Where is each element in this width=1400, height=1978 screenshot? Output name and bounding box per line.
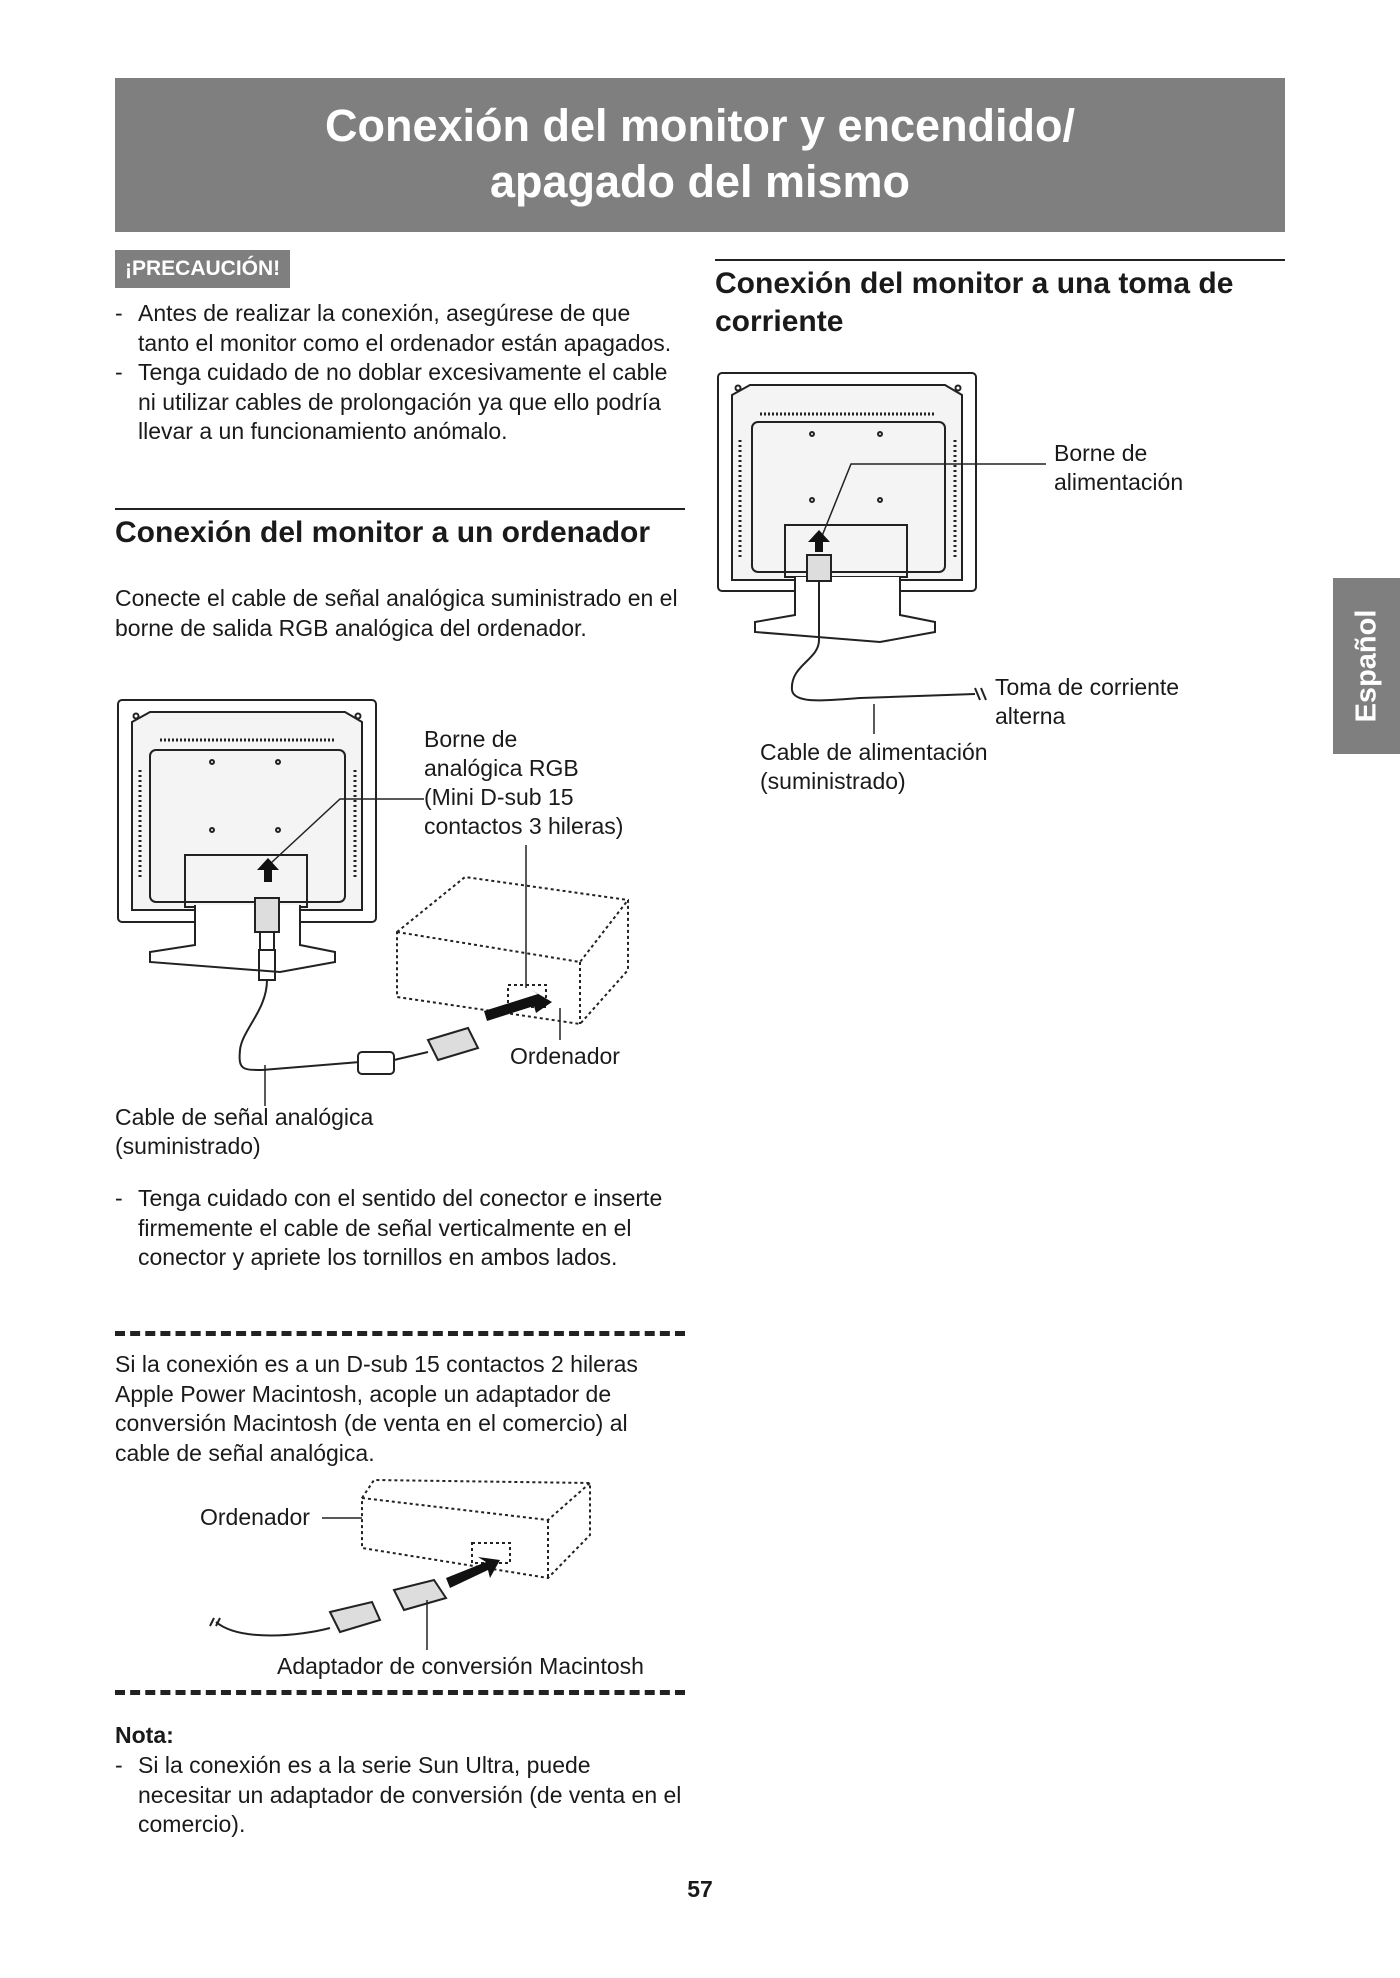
label-power-terminal bbox=[1054, 439, 1183, 497]
section-heading-power: Conexión del monitor a una toma de corriente bbox=[715, 259, 1285, 341]
caution-item: - Tenga cuidado de no doblar excesivamente el cable ni utilizar cables de prolongación ya que ello podría llevar a un funcionamiento anómalo. bbox=[115, 358, 685, 447]
label-line: Borne de bbox=[1054, 440, 1148, 466]
language-side-tab bbox=[1333, 578, 1400, 754]
label-ac-outlet bbox=[995, 673, 1179, 731]
page-title-line-1: Conexión del monitor y encendido/ bbox=[324, 100, 1076, 151]
label-computer: Ordenador bbox=[510, 1043, 620, 1069]
label-line: Cable de señal analógica bbox=[115, 1104, 374, 1130]
label-line: Toma de corriente bbox=[995, 674, 1180, 700]
label-mac-adapter: Adaptador de conversión Macintosh bbox=[277, 1653, 644, 1679]
section-computer-intro: Conecte el cable de señal analógica suministrado en el borne de salida RGB analógica del ordenador. bbox=[115, 585, 678, 641]
caution-badge: ¡PRECAUCIÓN! bbox=[115, 250, 290, 288]
page-number: 57 bbox=[687, 1876, 713, 1902]
label-line: alterna bbox=[995, 703, 1066, 729]
note-item: - Si la conexión es a la serie Sun Ultra, puede necesitar un adaptador de conversión (de venta en el comercio). bbox=[115, 1751, 685, 1840]
caution-item: - Antes de realizar la conexión, asegúrese de que tanto el monitor como el ordenador están apagados. bbox=[115, 299, 685, 358]
instruction-item: - Tenga cuidado con el sentido del conector e inserte firmemente el cable de señal verticalmente en el conector y apriete los tornillos en ambos lados. bbox=[115, 1184, 685, 1273]
label-line: (suministrado) bbox=[760, 768, 906, 794]
label-line: Borne de bbox=[424, 726, 518, 752]
section-heading-computer: Conexión del monitor a un ordenador bbox=[115, 508, 685, 552]
language-label: Español bbox=[1350, 609, 1382, 723]
label-mac-computer: Ordenador bbox=[200, 1504, 310, 1530]
note-label: Nota: bbox=[115, 1722, 174, 1748]
label-line: analógica RGB bbox=[424, 755, 579, 781]
label-line: alimentación bbox=[1054, 469, 1184, 495]
mac-box-text: Si la conexión es a un D-sub 15 contactos 2 hileras Apple Power Macintosh, acople un adaptador de conversión Macintosh (de venta en el comercio) al cable de señal analógica. bbox=[115, 1351, 638, 1466]
page-title-line-2: apagado del mismo bbox=[489, 156, 911, 207]
label-line: Cable de alimentación bbox=[760, 739, 988, 765]
label-line: (suministrado) bbox=[115, 1133, 261, 1159]
label-line: (Mini D-sub 15 bbox=[424, 784, 574, 810]
label-power-cable bbox=[760, 738, 988, 796]
label-line: contactos 3 hileras) bbox=[424, 813, 624, 839]
